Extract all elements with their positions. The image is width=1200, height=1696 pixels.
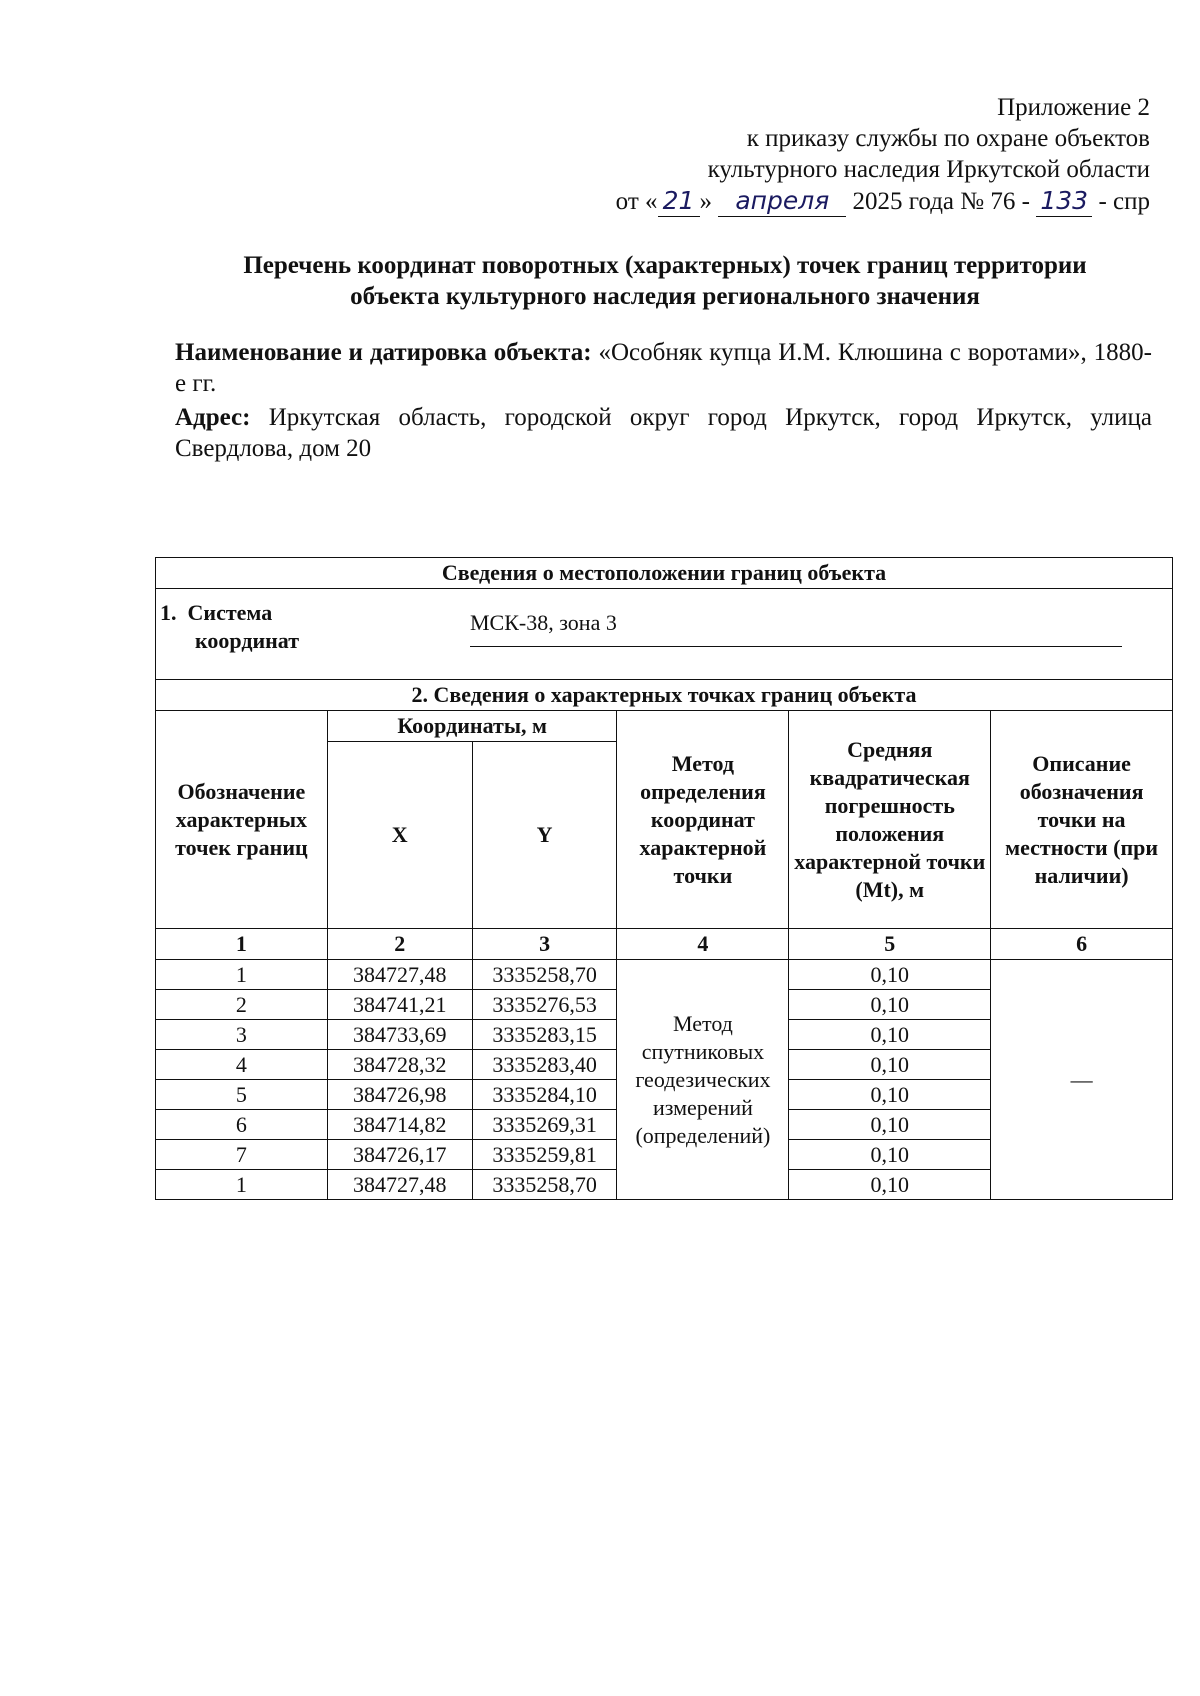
- table-row: [156, 960, 1173, 990]
- point-y: 3335258,70: [472, 1170, 617, 1200]
- col-number: 5: [789, 929, 991, 960]
- point-x: 384741,21: [327, 990, 472, 1020]
- point-error: 0,10: [789, 1140, 991, 1170]
- coordinates-table: [155, 557, 1173, 1200]
- object-address: Адрес: Иркутская область, городской округ город Иркутск, город Иркутск, улица Свердлова, дом 20: [175, 404, 1153, 462]
- order-reference: к приказу службы по охране объектов: [746, 125, 1150, 152]
- coordinate-system-label: 1. Система координат: [160, 600, 300, 653]
- point-x: 384727,48: [327, 960, 472, 990]
- point-id: 1: [156, 1170, 328, 1200]
- point-id: 4: [156, 1050, 328, 1080]
- handwritten-month: апреля: [718, 185, 846, 217]
- point-x: 384714,82: [327, 1110, 472, 1140]
- point-x: 384726,17: [327, 1140, 472, 1170]
- col-number: 2: [327, 929, 472, 960]
- point-error: 0,10: [789, 1020, 991, 1050]
- col-number: 1: [156, 929, 328, 960]
- point-x: 384727,48: [327, 1170, 472, 1200]
- point-id: 1: [156, 960, 328, 990]
- point-error: 0,10: [789, 1170, 991, 1200]
- col-y-header: Y: [472, 742, 617, 929]
- col-coords-header: Координаты, м: [327, 711, 617, 742]
- appendix-number: Приложение 2: [997, 94, 1150, 121]
- point-error: 0,10: [789, 1080, 991, 1110]
- order-date-line: от « 21 » апреля 2025 года № 76 - 133 - спр: [615, 186, 1150, 215]
- point-y: 3335269,31: [472, 1110, 617, 1140]
- object-info: [175, 337, 1152, 467]
- col-method-header: Метод определения координат характерной точки: [617, 711, 789, 929]
- underline: [470, 646, 1122, 647]
- section-2-title: 2. Сведения о характерных точках границ объекта: [156, 680, 1173, 711]
- handwritten-order-number: 133: [1036, 185, 1092, 217]
- point-y: 3335283,15: [472, 1020, 617, 1050]
- point-id: 3: [156, 1020, 328, 1050]
- point-y: 3335258,70: [472, 960, 617, 990]
- description-cell: —: [991, 960, 1173, 1200]
- handwritten-day: 21: [658, 185, 700, 217]
- document-title: Перечень координат поворотных (характерных) точек границ территории объекта культурного наследия регионального значения: [243, 252, 1087, 310]
- point-error: 0,10: [789, 1050, 991, 1080]
- col-designation-header: Обозначение характерных точек границ: [156, 711, 328, 929]
- point-x: 384733,69: [327, 1020, 472, 1050]
- section-1-title: Сведения о местоположении границ объекта: [156, 558, 1173, 589]
- point-error: 0,10: [789, 960, 991, 990]
- point-y: 3335276,53: [472, 990, 617, 1020]
- point-id: 2: [156, 990, 328, 1020]
- point-x: 384728,32: [327, 1050, 472, 1080]
- point-id: 7: [156, 1140, 328, 1170]
- coordinate-system-row: [156, 589, 1173, 680]
- method-cell: Метод спутниковых геодезических измерений (определений): [617, 960, 789, 1200]
- point-error: 0,10: [789, 1110, 991, 1140]
- point-y: 3335283,40: [472, 1050, 617, 1080]
- col-description-header: Описание обозначения точки на местности (при наличии): [991, 711, 1173, 929]
- appendix-header: [616, 92, 1150, 217]
- col-x-header: X: [327, 742, 472, 929]
- coordinate-system-value: МСК-38, зона 3: [470, 610, 617, 635]
- col-number: 4: [617, 929, 789, 960]
- point-id: 6: [156, 1110, 328, 1140]
- point-error: 0,10: [789, 990, 991, 1020]
- object-name: Наименование и датировка объекта: «Особняк купца И.М. Клюшина с воротами», 1880-е гг.: [175, 339, 1152, 397]
- col-error-header: Средняя квадратическая погрешность положения характерной точки (Mt), м: [789, 711, 991, 929]
- point-y: 3335284,10: [472, 1080, 617, 1110]
- col-number: 6: [991, 929, 1173, 960]
- column-numbers-row: [156, 929, 1173, 960]
- point-y: 3335259,81: [472, 1140, 617, 1170]
- point-x: 384726,98: [327, 1080, 472, 1110]
- point-id: 5: [156, 1080, 328, 1110]
- col-number: 3: [472, 929, 617, 960]
- authority-name: культурного наследия Иркутской области: [707, 156, 1150, 183]
